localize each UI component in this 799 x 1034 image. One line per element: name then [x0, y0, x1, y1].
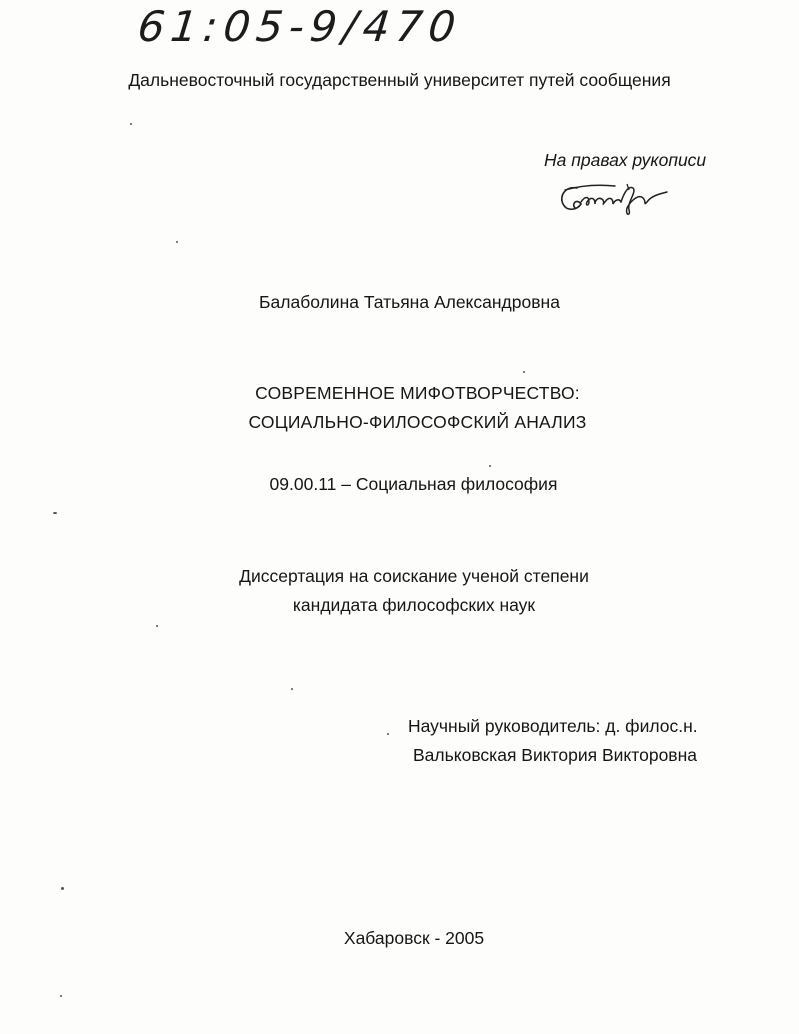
thesis-title-line-1: СОВРЕМЕННОЕ МИФОТВОРЧЕСТВО:: [255, 383, 580, 403]
scan-speck: [130, 123, 132, 125]
thesis-title-line-2: СОЦИАЛЬНО-ФИЛОСОФСКИЙ АНАЛИЗ: [248, 412, 587, 432]
scan-speck: [523, 371, 525, 373]
signature-icon: [555, 180, 685, 225]
scan-speck: [60, 995, 62, 997]
manuscript-rights-note: На правах рукописи: [544, 150, 707, 170]
archive-number: 61:05-9/470: [135, 2, 464, 51]
scan-speck: [156, 625, 158, 627]
scan-speck: [489, 465, 491, 467]
scan-speck: [291, 688, 293, 690]
scan-speck: [61, 887, 64, 890]
university-name: Дальневосточный государственный университет путей сообщения: [128, 70, 671, 90]
author-name: Балаболина Татьяна Александровна: [259, 292, 560, 312]
specialty-code: 09.00.11 – Социальная философия: [269, 474, 558, 494]
degree-statement-line-2: кандидата философских наук: [292, 595, 536, 615]
city-year: Хабаровск - 2005: [343, 928, 485, 948]
scan-speck: [176, 241, 178, 243]
scan-speck: [53, 512, 57, 514]
supervisor-title: Научный руководитель: д. филос.н.: [408, 716, 698, 736]
degree-statement-line-1: Диссертация на соискание ученой степени: [239, 566, 589, 586]
supervisor-name: Вальковская Виктория Викторовна: [413, 745, 697, 765]
scan-speck: [387, 733, 389, 735]
